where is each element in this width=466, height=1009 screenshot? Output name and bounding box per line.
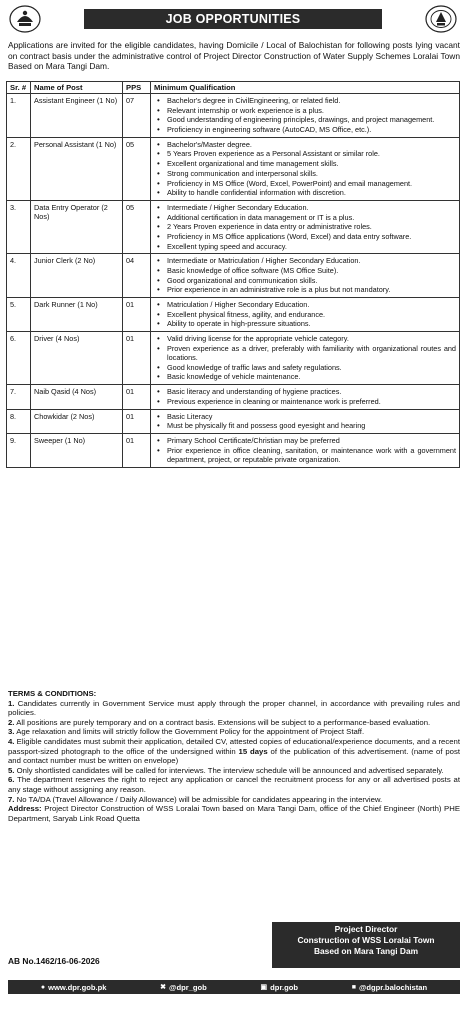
qualification-item	[154, 397, 456, 406]
terms-item-number: 2.	[8, 717, 15, 727]
qualification-text: 2 Years Proven experience in data entry or administrative roles.	[167, 222, 372, 232]
instagram-text: dpr.gob	[270, 982, 299, 992]
terms-item-number: 5.	[8, 765, 15, 775]
row-qualifications	[151, 433, 460, 467]
qualification-text: Excellent typing speed and accuracy.	[167, 241, 287, 251]
qualification-item	[154, 106, 456, 115]
qualification-item	[154, 285, 456, 294]
terms-item-number: 6.	[8, 775, 15, 785]
address-label: Address:	[8, 804, 42, 814]
terms-item	[8, 737, 460, 766]
qualification-item	[154, 203, 456, 212]
footer-instagram[interactable]	[261, 983, 298, 992]
qualification-item	[154, 446, 456, 465]
terms-item	[8, 718, 460, 728]
table-row	[7, 409, 460, 433]
header-qualification: Minimum Qualification	[151, 82, 460, 94]
jobs-table	[6, 81, 460, 468]
table-row	[7, 94, 460, 138]
qualification-text: Previous experience in cleaning or maintenance work is preferred.	[167, 396, 381, 406]
qualification-item	[154, 300, 456, 309]
row-sr: 2.	[7, 137, 31, 200]
row-post: Sweeper (1 No)	[31, 433, 123, 467]
row-sr: 6.	[7, 332, 31, 385]
footer-social-bar	[8, 980, 460, 994]
terms-item-number: 1.	[8, 698, 15, 708]
row-sr: 9.	[7, 433, 31, 467]
address	[8, 804, 460, 823]
qualification-item	[154, 115, 456, 124]
qualification-item	[154, 149, 456, 158]
row-sr: 3.	[7, 200, 31, 253]
qualification-item	[154, 436, 456, 445]
table-row	[7, 298, 460, 332]
row-post: Junior Clerk (2 No)	[31, 254, 123, 298]
row-qualifications	[151, 94, 460, 138]
twitter-icon: ✖	[160, 984, 167, 991]
qualification-text: Good organizational and communication skills.	[167, 275, 318, 285]
twitter-text: @dpr_gob	[169, 982, 207, 992]
terms-item	[8, 699, 460, 718]
table-row	[7, 200, 460, 253]
row-pps: 01	[123, 409, 151, 433]
terms-item-number: 3.	[8, 727, 15, 737]
table-row	[7, 137, 460, 200]
qualification-text: Valid driving license for the appropriate vehicle category.	[167, 334, 349, 344]
header-post: Name of Post	[31, 82, 123, 94]
qualification-text: Basic knowledge of office software (MS Office Suite).	[167, 266, 339, 275]
qualification-item	[154, 159, 456, 168]
row-post: Driver (4 Nos)	[31, 332, 123, 385]
row-qualifications	[151, 200, 460, 253]
qualification-text: Primary School Certificate/Christian may be preferred	[167, 435, 340, 445]
qualification-item	[154, 372, 456, 381]
facebook-icon: ■	[351, 983, 356, 991]
terms-item	[8, 766, 460, 776]
row-sr: 8.	[7, 409, 31, 433]
qualification-item	[154, 344, 456, 363]
header-sr: Sr. #	[7, 82, 31, 94]
qualification-item	[154, 310, 456, 319]
qualification-text: Good understanding of engineering principles, drawings, and project management.	[167, 115, 435, 125]
qualification-item	[154, 188, 456, 197]
qualification-text: Basic Literacy	[167, 411, 213, 421]
qualification-text: Intermediate / Higher Secondary Education.	[167, 202, 309, 212]
director-line-1: Project Director	[334, 924, 398, 934]
qualification-text: Proven experience as a driver, preferably with familiarity with organizational routes and locations.	[167, 343, 456, 363]
footer-facebook[interactable]	[352, 983, 427, 992]
table-header-row	[7, 82, 460, 94]
row-post: Naib Qasid (4 Nos)	[31, 385, 123, 409]
row-post: Dark Runner (1 No)	[31, 298, 123, 332]
row-sr: 4.	[7, 254, 31, 298]
row-sr: 7.	[7, 385, 31, 409]
qualification-item	[154, 319, 456, 328]
row-post: Chowkidar (2 Nos)	[31, 409, 123, 433]
terms-item-text: Only shortlisted candidates will be called for interviews. The interview schedule will be announced and advertised separately.	[16, 765, 444, 775]
facebook-text: @dgpr.balochistan	[358, 982, 428, 992]
terms-item-text: Age relaxation and limits will strictly follow the Government Policy for the appointment of Project Staff.	[16, 727, 365, 737]
intro-paragraph: Applications are invited for the eligible candidates, having Domicile / Local of Balochistan for following posts lying vacant on contract basis under the administrative control of Project Director Construction of Water Supply Schemes Loralai Town Based on Mara Tangi Dam.	[8, 40, 460, 71]
terms-list	[8, 699, 460, 805]
qualification-text: Ability to handle confidential information with discretion.	[167, 188, 346, 198]
row-post: Assistant Engineer (1 No)	[31, 94, 123, 138]
terms-item	[8, 775, 460, 794]
qualification-text: Basic knowledge of vehicle maintenance.	[167, 372, 301, 382]
qualification-text: Must be physically fit and possess good eyesight and hearing	[167, 421, 366, 431]
terms-item-text-after: of the publication of this advertisement. (name of post and contact number must be written on envelope)	[8, 746, 460, 766]
row-pps: 01	[123, 385, 151, 409]
qualification-item	[154, 96, 456, 105]
row-pps: 01	[123, 332, 151, 385]
footer-website[interactable]	[41, 983, 107, 992]
qualification-text: Strong communication and interpersonal skills.	[167, 168, 318, 178]
page-title: JOB OPPORTUNITIES	[84, 9, 382, 29]
terms-section	[8, 689, 460, 823]
qualification-text: Proficiency in MS Office applications (Word, Excel) and data entry software.	[167, 231, 412, 241]
qualification-text: Proficiency in MS Office (Word, Excel, PowerPoint) and email management.	[167, 178, 413, 188]
qualification-item	[154, 412, 456, 421]
qualification-item	[154, 266, 456, 275]
qualification-item	[154, 334, 456, 343]
terms-item-text: No TA/DA (Travel Allowance / Daily Allowance) will be admissible for candidates appearing in the interview.	[16, 794, 383, 804]
table-row	[7, 254, 460, 298]
qualification-text: Relevant internship or work experience is a plus.	[167, 105, 324, 115]
terms-heading: TERMS & CONDITIONS:	[8, 689, 97, 698]
row-qualifications	[151, 137, 460, 200]
qualification-text: Matriculation / Higher Secondary Education.	[167, 300, 310, 310]
address-text: Project Director Construction of WSS Loralai Town based on Mara Tangi Dam, office of the Chief Engineer (North) PHE Department, Saryab Link Road Quetta	[8, 804, 460, 823]
terms-item-text: Candidates currently in Government Service must apply through the proper channel, in accordance with prevailing rules and policies.	[8, 698, 460, 718]
footer-twitter[interactable]	[160, 983, 207, 992]
row-pps: 04	[123, 254, 151, 298]
header-pps: PPS	[123, 82, 151, 94]
row-qualifications	[151, 409, 460, 433]
row-post: Personal Assistant (1 No)	[31, 137, 123, 200]
terms-item-text: All positions are purely temporary and on a contract basis. Extensions will be subject to a performance-based evaluation.	[16, 717, 431, 727]
qualification-text: Intermediate or Matriculation / Higher Secondary Education.	[167, 256, 361, 266]
qualification-text: Bachelor's/Master degree.	[167, 139, 252, 149]
qualification-text: Prior experience in office cleaning, sanitation, or maintenance work with a government department, project, or reputable private organization.	[167, 445, 456, 464]
row-qualifications	[151, 298, 460, 332]
qualification-item	[154, 213, 456, 222]
qualification-text: Proficiency in engineering software (AutoCAD, MS Office, etc.).	[167, 125, 372, 135]
qualification-item	[154, 140, 456, 149]
qualification-item	[154, 387, 456, 396]
director-signature-block	[272, 922, 460, 968]
row-qualifications	[151, 254, 460, 298]
row-pps: 05	[123, 200, 151, 253]
row-sr: 5.	[7, 298, 31, 332]
website-text: www.dpr.gob.pk	[48, 982, 107, 992]
qualification-text: Ability to operate in high-pressure situations.	[167, 319, 311, 329]
qualification-item	[154, 276, 456, 285]
qualification-item	[154, 222, 456, 231]
qualification-text: Basic literacy and understanding of hygiene practices.	[167, 387, 342, 397]
qualification-item	[154, 169, 456, 178]
director-line-2: Construction of WSS Loralai Town	[297, 935, 435, 945]
terms-item-text-bold: 15 days	[238, 746, 268, 756]
government-seal-left-icon	[8, 4, 42, 34]
terms-item-text: The department reserves the right to reject any application or cancel the recruitment process for any or all advertised posts at any stage without assigning any reason.	[8, 775, 460, 794]
row-qualifications	[151, 332, 460, 385]
row-pps: 01	[123, 433, 151, 467]
director-line-3: Based on Mara Tangi Dam	[313, 946, 419, 956]
terms-item-number: 4.	[8, 736, 15, 746]
table-row	[7, 332, 460, 385]
qualification-item	[154, 256, 456, 265]
qualification-text: Prior experience in an administrative role is a plus but not mandatory.	[167, 285, 391, 295]
terms-item	[8, 727, 460, 737]
table-row	[7, 385, 460, 409]
qualification-item	[154, 421, 456, 430]
department-seal-right-icon	[424, 4, 458, 34]
qualification-text: Bachelor's degree in CivilEngineering, or related field.	[167, 96, 341, 105]
row-pps: 01	[123, 298, 151, 332]
qualification-text: Good knowledge of traffic laws and safety regulations.	[167, 362, 342, 372]
qualification-text: Additional certification in data management or IT is a plus.	[167, 212, 355, 222]
row-sr: 1.	[7, 94, 31, 138]
row-pps: 07	[123, 94, 151, 138]
qualification-item	[154, 125, 456, 134]
terms-item	[8, 795, 460, 805]
instagram-icon: ▣	[260, 984, 268, 991]
qualification-text: Excellent organizational and time management skills.	[167, 159, 339, 169]
row-pps: 05	[123, 137, 151, 200]
qualification-item	[154, 363, 456, 372]
globe-icon: ●	[40, 983, 46, 991]
qualification-text: 5 Years Proven experience as a Personal Assistant or similar role.	[167, 149, 380, 159]
qualification-item	[154, 179, 456, 188]
qualification-text: Excellent physical fitness, agility, and endurance.	[167, 309, 326, 319]
row-qualifications	[151, 385, 460, 409]
table-row	[7, 433, 460, 467]
terms-item-number: 7.	[8, 794, 15, 804]
jobs-table-body	[7, 94, 460, 468]
terms-item-text-before: Eligible candidates must submit their application, detailed CV, attested copies of educational/experience documents, and a recent passport-sized photograph to the office of the undersigned within	[8, 736, 461, 756]
advertisement-number: AB No.1462/16-06-2026	[8, 956, 100, 966]
qualification-item	[154, 232, 456, 241]
row-post: Data Entry Operator (2 Nos)	[31, 200, 123, 253]
header	[0, 0, 466, 42]
qualification-item	[154, 242, 456, 251]
